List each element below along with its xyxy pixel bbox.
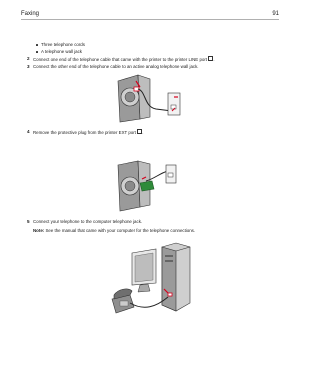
printer-line-to-wall-jack-illustration: [116, 73, 186, 123]
step-3-text: Connect the other end of the telephone cable to an active analog telephone wall jack.: [33, 64, 199, 69]
step-5-text: Connect your telephone to the computer telephone jack.: [33, 219, 143, 224]
computer-phone-to-telephone-illustration: [110, 241, 196, 319]
header-divider: [21, 19, 279, 20]
note-text: See the manual that came with your computer for the telephone connections.: [45, 228, 196, 233]
step-text: Remove the protective plug from the printer EXT port .: [33, 129, 144, 135]
note: [33, 228, 195, 233]
list-bullet: [36, 51, 38, 53]
step-number: 2: [27, 56, 30, 61]
step-number: 5: [27, 219, 30, 224]
list-item: Three telephone cords: [41, 42, 85, 47]
step-4-text: Remove the protective plug from the printer EXT port: [33, 129, 136, 135]
line-port-icon: [208, 56, 213, 61]
section-title: Faxing: [21, 11, 40, 17]
step-text: Connect one end of the telephone cable that came with the printer to the printer LINE port .: [33, 56, 215, 62]
list-item: A telephone wall jack: [41, 49, 83, 54]
step-2-text: Connect one end of the telephone cable that came with the printer to the printer LINE port: [33, 56, 208, 62]
list-bullet: [36, 44, 38, 46]
printer-ext-port-plug-illustration: [116, 159, 186, 213]
ext-port-icon: [137, 129, 142, 134]
note-label: Note:: [33, 228, 45, 233]
step-number: 4: [27, 129, 30, 134]
page-number: 91: [272, 11, 279, 17]
step-number: 3: [27, 64, 30, 69]
